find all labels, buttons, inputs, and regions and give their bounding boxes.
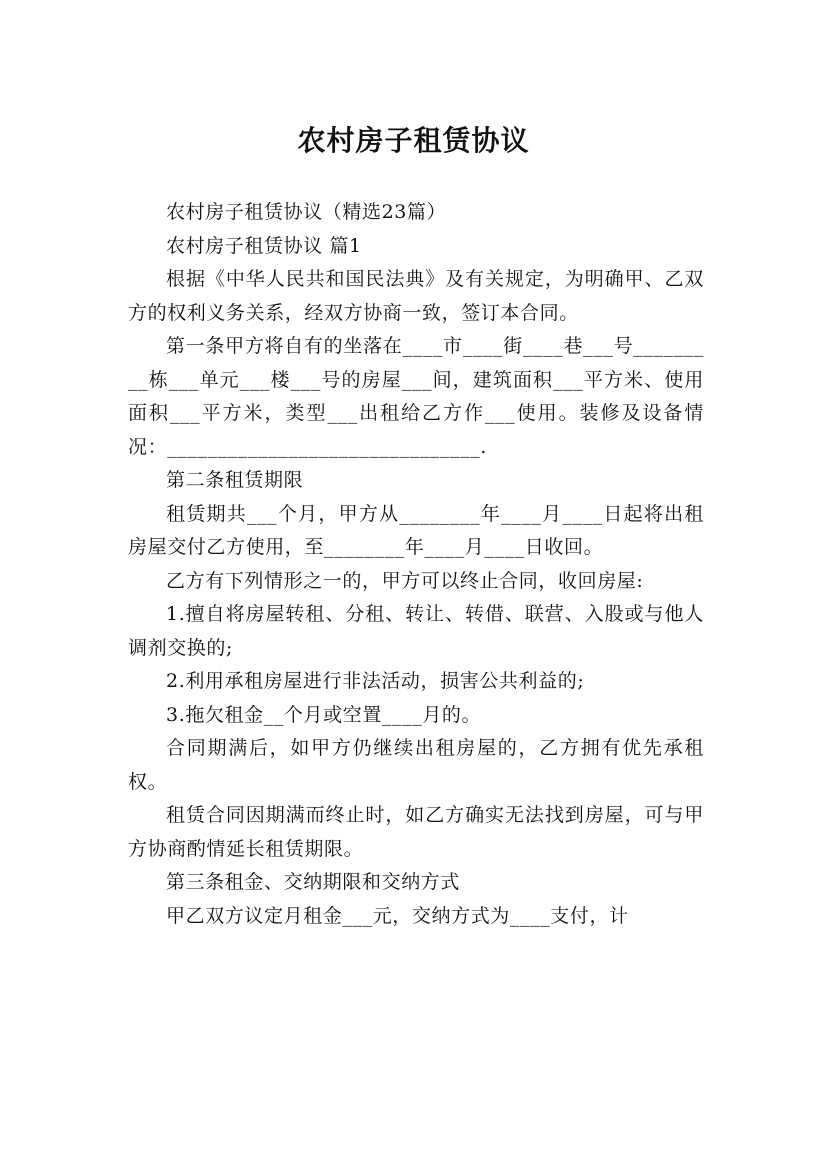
- document-body: [128, 196, 704, 933]
- paragraph-condition-1: 1.擅自将房屋转租、分租、转让、转借、联营、入股或与他人调剂交换的;: [128, 603, 704, 659]
- paragraph-rent-terms: 甲乙双方议定月租金___元，交纳方式为____支付，计: [166, 904, 629, 927]
- paragraph-subtitle: 农村房子租赁协议（精选23篇）: [166, 201, 447, 223]
- paragraph-extension: 租赁合同因期满而终止时，如乙方确实无法找到房屋，可与甲方协商酌情延长租赁期限。: [128, 804, 704, 860]
- paragraph-article-2-heading: 第二条租赁期限: [166, 469, 304, 491]
- paragraph-preamble: 根据《中华人民共和国民法典》及有关规定，为明确甲、乙双方的权利义务关系，经双方协商一致，签订本合同。: [128, 268, 704, 324]
- paragraph-article-3-heading: 第三条租金、交纳期限和交纳方式: [166, 871, 461, 893]
- paragraph-condition-2: 2.利用承租房屋进行非法活动，损害公共利益的;: [166, 670, 585, 692]
- paragraph-lease-term: 租赁期共___个月，甲方从________年____月____日起将出租房屋交付乙方使用，至________年____月____日收回。: [128, 502, 704, 558]
- paragraph-termination-conditions: 乙方有下列情形之一的，甲方可以终止合同，收回房屋:: [166, 569, 644, 592]
- paragraph-renewal-priority: 合同期满后，如甲方仍继续出租房屋的，乙方拥有优先承租权。: [128, 737, 704, 793]
- paragraph-section-heading: 农村房子租赁协议 篇1: [166, 234, 362, 257]
- paragraph-condition-3: 3.拖欠租金__个月或空置____月的。: [166, 703, 482, 726]
- paragraph-article-1: 第一条甲方将自有的坐落在____市____街____巷___号_________栋___单元___楼___号的房屋___间，建筑面积___平方米、使用面积___平方米，类型___出租给乙方作___使用。装修及设备情况：_______________________________.: [128, 335, 704, 458]
- document-title: 农村房子租赁协议: [297, 123, 530, 157]
